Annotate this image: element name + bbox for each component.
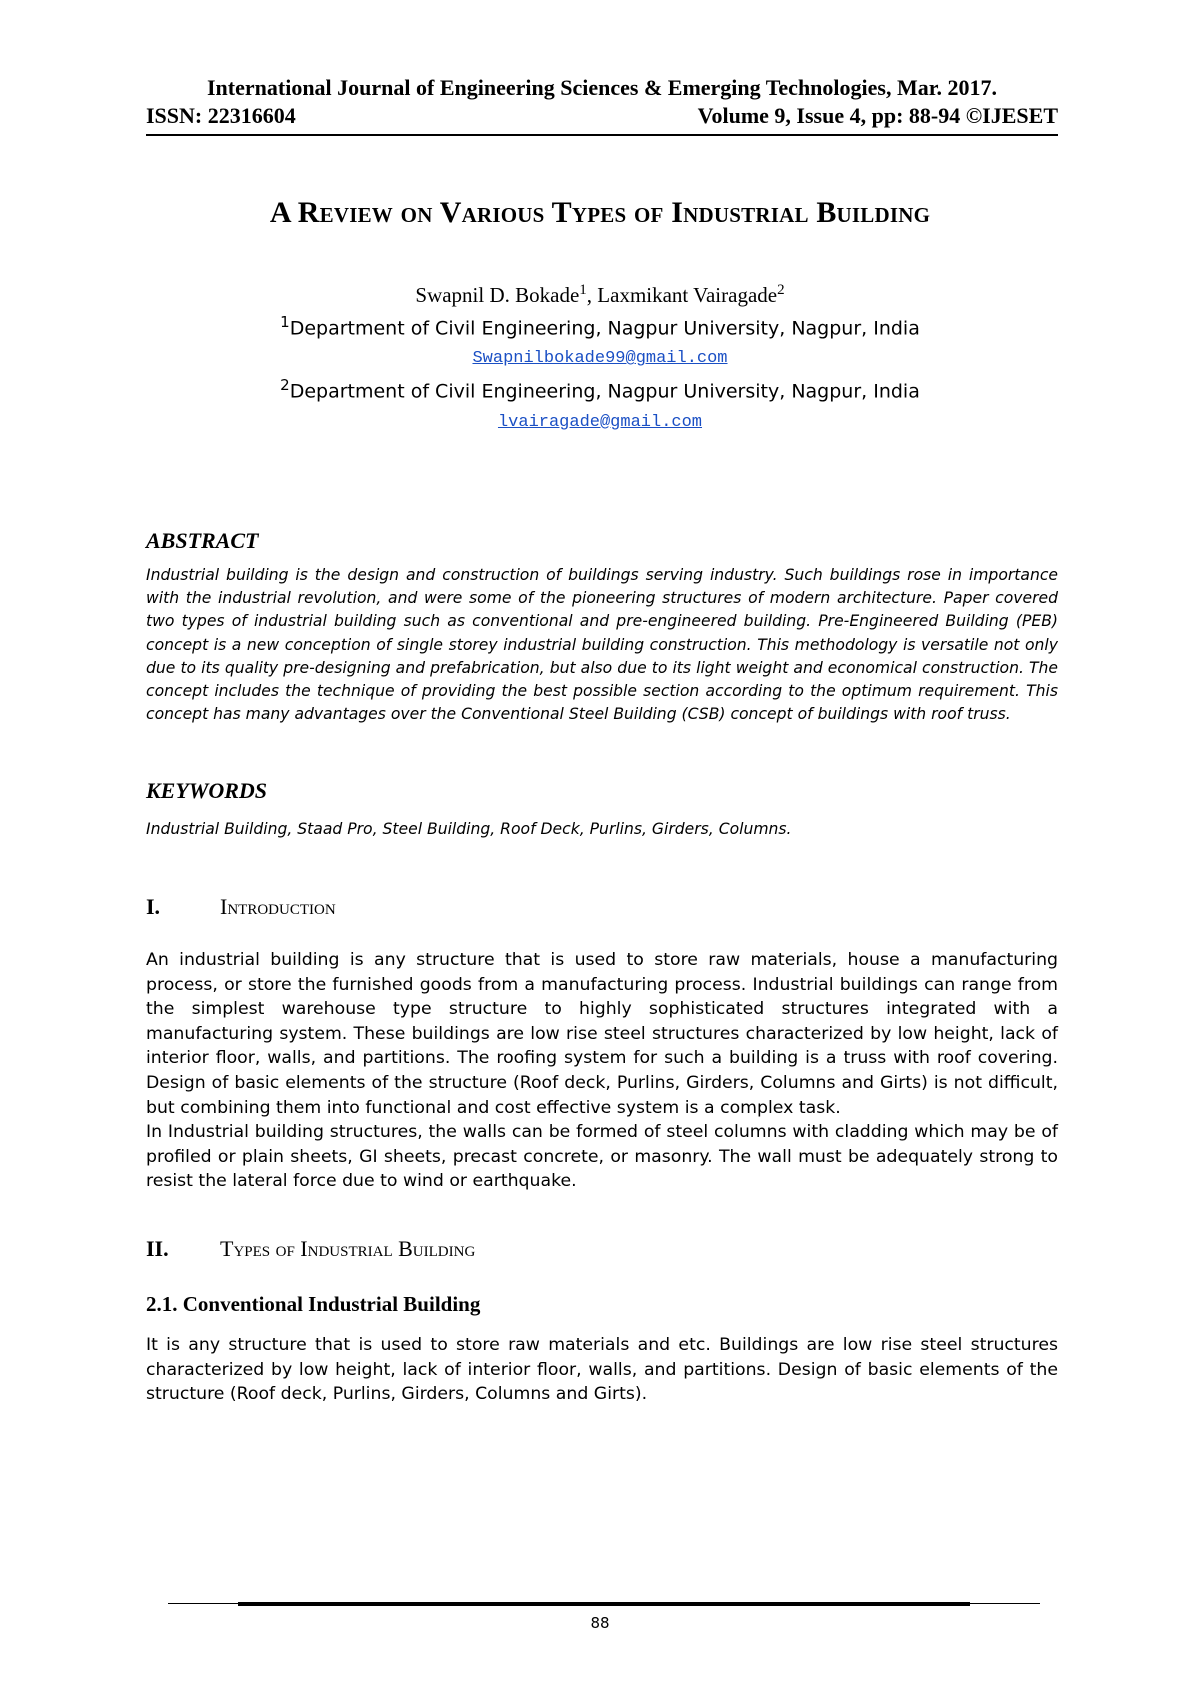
author-1-sup: 1 — [579, 282, 587, 298]
subsection-heading: 2.1. Conventional Industrial Building — [146, 1292, 481, 1316]
volume-info: Volume 9, Issue 4, pp: 88-94 ©IJESET — [697, 103, 1058, 128]
email-link-1[interactable]: Swapnilbokade99@gmail.com — [472, 349, 728, 369]
abstract-section — [146, 528, 1058, 726]
introduction-section — [146, 894, 1058, 1194]
affiliation-1 — [0, 309, 1200, 341]
journal-name: International Journal of Engineering Sciences & Emerging Technologies, Mar. 2017. — [207, 75, 997, 100]
issn: ISSN: 22316604 — [146, 103, 296, 128]
author-2-sup: 2 — [777, 282, 785, 298]
email-link-2[interactable]: lvairagade@gmail.com — [497, 412, 703, 432]
introduction-paragraph-2: In Industrial building structures, the walls can be formed of steel columns with cladding which may be of profiled or plain sheets, GI sheets, precast concrete, or masonry. The wall must be adequately strong to resist the lateral force due to wind or earthquake. — [146, 1122, 1058, 1192]
author-names — [0, 276, 1200, 309]
footer-rule — [168, 1602, 1040, 1606]
affiliation-2-text: Department of Civil Engineering, Nagpur University, Nagpur, India — [289, 380, 920, 403]
header-meta-row — [146, 102, 1058, 130]
author-separator: , — [586, 283, 598, 307]
affiliation-2-sup: 2 — [280, 376, 290, 395]
affiliation-2 — [0, 372, 1200, 404]
author-block — [0, 276, 1200, 436]
affiliation-1-sup: 1 — [280, 313, 290, 331]
abstract-text: Industrial building is the design and construction of buildings serving industry. Such buildings rose in importance with the industrial revolution, and were some of the pioneering structures of modern architecture. Paper covered two types of industrial building such as conventional and pre-engineered building. Pre-Engineered Building (PEB) concept is a new conception of single storey industrial building construction. This methodology is versatile not only due to its quality pre-designing and prefabrication, but also due to its light weight and economical construction. The concept includes the technique of providing the best possible section according to the optimum requirement. This concept has many advantages over the Conventional Steel Building (CSB) concept of buildings with roof truss. — [146, 566, 1058, 724]
header-rule — [146, 134, 1058, 136]
section-title: Types of Industrial Building — [220, 1236, 476, 1261]
keywords-section — [146, 778, 1058, 841]
paper-title: A Review on Various Types of Industrial Building — [269, 196, 931, 229]
author-1: Swapnil D. Bokade — [415, 283, 580, 307]
keywords-text: Industrial Building, Staad Pro, Steel Building, Roof Deck, Purlins, Girders, Columns. — [146, 820, 792, 838]
types-paragraph-1: It is any structure that is used to store raw materials and etc. Buildings are low rise steel structures characterized by low height, lack of interior floor, walls, and partitions. Design of basic elements of the structure (Roof deck, Purlins, Girders, Columns and Girts). — [146, 1335, 1058, 1405]
introduction-paragraph-1: An industrial building is any structure that is used to store raw materials, house a manufacturing process, or store the furnished goods from a manufacturing process. Industrial buildings can range from the simplest warehouse type structure to highly sophisticated structures integrated with a manufacturing system. These buildings are low rise steel structures characterized by low height, lack of interior floor, walls, and partitions. The roofing system for such a building is a truss with roof covering. Design of basic elements of the structure (Roof deck, Purlins, Girders, Columns and Girts) is not difficult, but combining them into functional and cost effective system is a complex task. — [146, 950, 1058, 1118]
abstract-heading: ABSTRACT — [146, 528, 259, 553]
section-number: I. — [146, 894, 161, 919]
section-number: II. — [146, 1236, 169, 1261]
types-section — [146, 1236, 1058, 1407]
affiliation-1-text: Department of Civil Engineering, Nagpur University, Nagpur, India — [289, 317, 920, 340]
keywords-heading: KEYWORDS — [146, 778, 268, 803]
introduction-heading — [146, 894, 1058, 920]
section-title: Introduction — [220, 894, 336, 919]
page-number: 88 — [590, 1614, 610, 1632]
footer-rule-thick — [238, 1602, 970, 1606]
author-2: Laxmikant Vairagade — [597, 283, 778, 307]
running-header — [146, 74, 1058, 130]
types-heading — [146, 1236, 1058, 1262]
